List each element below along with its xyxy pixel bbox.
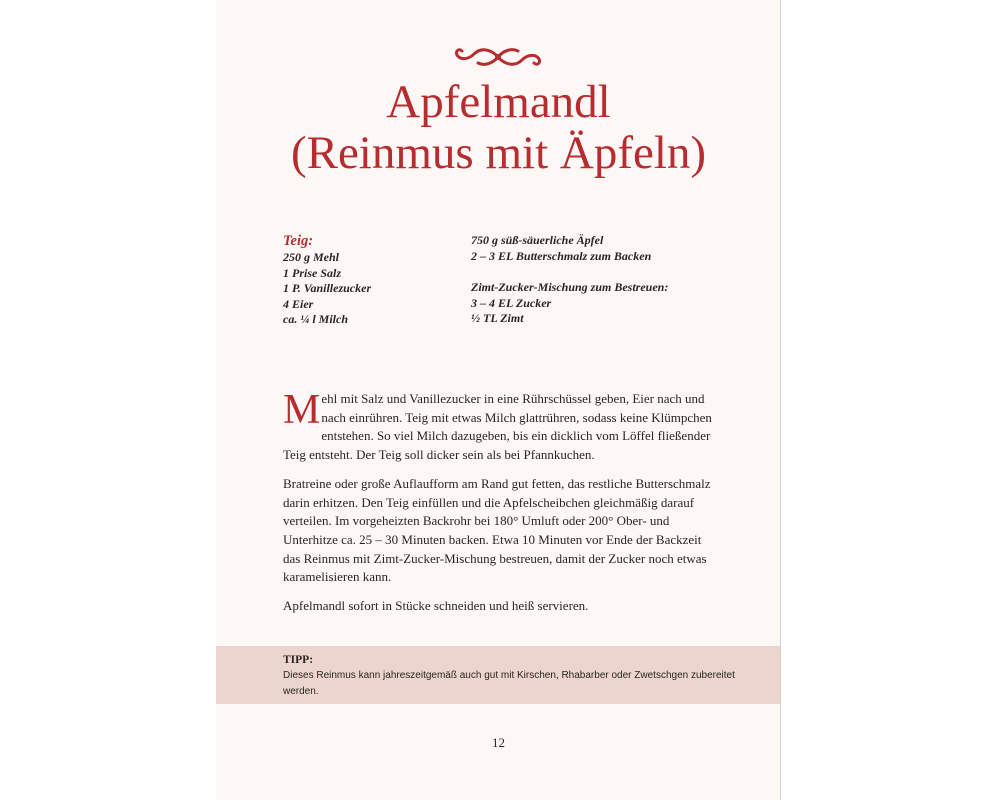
- book-page: [216, 0, 781, 800]
- ingredient-spacer: [471, 264, 761, 280]
- ingredient-item: 2 – 3 EL Butterschmalz zum Backen: [471, 248, 652, 263]
- page-edge-divider: [780, 0, 781, 800]
- ingredient-item: 750 g süß-säuerliche Äpfel: [471, 233, 604, 247]
- drop-cap: M: [283, 387, 321, 433]
- ingredients-left: [283, 233, 473, 328]
- ingredient-item: ½ TL Zimt: [471, 311, 524, 325]
- instructions: [283, 387, 715, 626]
- ingredients-right: [471, 233, 761, 327]
- instruction-paragraph: [283, 387, 715, 465]
- instruction-paragraph: Bratreine oder große Auflaufform am Rand gut fetten, das restliche Butterschmalz darin erhitzen. Den Teig einfüllen und die Apfelscheibchen gleichmäßig darauf verteilen. Im vorgeheizten Backrohr bei 180° Umluft oder 200° Ober- und Unterhitze ca. 25 – 30 Minuten backen. Etwa 10 Minuten vor Ende der Backzeit das Reinmus mit Zimt-Zucker-Mischung bestreuen, damit der Zucker noch etwas karamelisieren kann.: [283, 475, 711, 585]
- ingredient-item: 3 – 4 EL Zucker: [471, 295, 552, 310]
- recipe-title: Apfelmandl: [386, 76, 611, 128]
- ingredient-item: 1 P. Vanillezucker: [283, 281, 372, 295]
- instruction-paragraph: Apfelmandl sofort in Stücke schneiden und heiß servieren.: [283, 598, 589, 614]
- tip-text: Dieses Reinmus kann jahreszeitgemäß auch gut mit Kirschen, Rhabarber oder Zwetschgen zubereitet werden.: [283, 670, 735, 697]
- tip-heading: TIPP:: [283, 654, 314, 666]
- ingredient-item: 4 Eier: [283, 296, 314, 311]
- page-number: 12: [492, 735, 505, 750]
- ingredient-item: 250 g Mehl: [283, 250, 340, 264]
- flourish-ornament-icon: [450, 44, 546, 70]
- instruction-text: ehl mit Salz und Vanillezucker in eine Rührschüssel geben, Eier nach und nach einrühren. Teig mit etwas Milch glattrühren, sodass keine Klümpchen entstehen. So viel Milch dazugeben, bis ein dicklich vom Löffel fließender Teig entsteht. Der Teig soll dicker sein als bei Pfannkuchen.: [283, 391, 712, 463]
- tip-box: [216, 646, 781, 704]
- ingredients-heading: Teig:: [283, 233, 314, 249]
- ingredient-item: ca. ¼ l Milch: [283, 312, 348, 326]
- ingredient-group-heading: Zimt-Zucker-Mischung zum Bestreuen:: [471, 280, 669, 294]
- ingredient-item: 1 Prise Salz: [283, 265, 342, 280]
- recipe-subtitle: (Reinmus mit Äpfeln): [290, 127, 707, 179]
